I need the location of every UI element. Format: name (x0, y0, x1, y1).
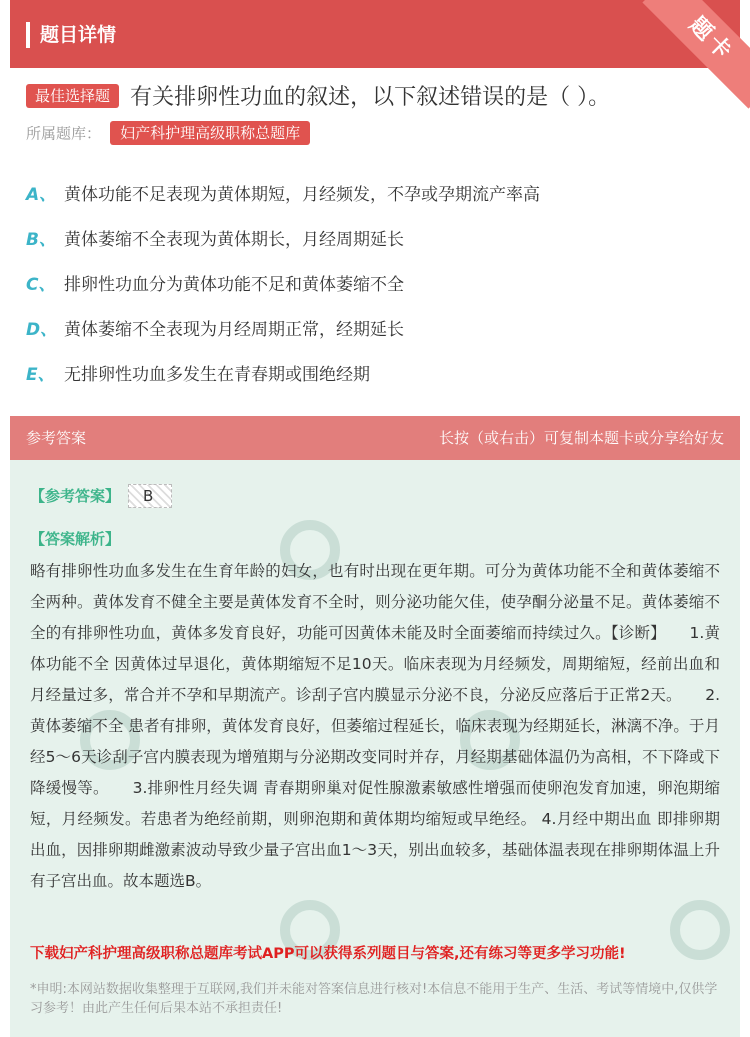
option-text: 黄体功能不足表现为黄体期短，月经频发，不孕或孕期流产率高 (64, 185, 540, 205)
app-download-promo-link[interactable]: 下载妇产科护理高级职称总题库考试APP可以获得系列题目与答案,还有练习等更多学习功能! (30, 946, 626, 962)
option-d[interactable] (26, 305, 736, 350)
source-label: 所属题库： (26, 124, 102, 143)
answer-section-title: 参考答案 (26, 429, 87, 447)
option-letter: E、 (26, 365, 55, 385)
option-b[interactable] (26, 215, 736, 260)
option-c[interactable] (26, 260, 736, 305)
disclaimer-text: *申明:本网站数据收集整理于互联网,我们并未能对答案信息进行核对!本信息不能用于生产、生活、考试等情境中,仅供学习参考！由此产生任何后果本站不承担责任! (30, 982, 718, 1016)
options-list (26, 170, 736, 395)
analysis-text: 略有排卵性功血多发生在生育年龄的妇女，也有时出现在更年期。可分为黄体功能不全和黄体萎缩不全两种。黄体发育不健全主要是黄体发育不全时，则分泌功能欠佳，使孕酮分泌量不足。黄体萎缩不全的有排卵性功血，黄体多发育良好，功能可因黄体未能及时全面萎缩而持续过久。【诊断】 1.黄体功能不全 因黄体过早退化，黄体期缩短不足10天。临床表现为月经频发，周期缩短，经前出血和月经量过多，常合并不孕和早期流产。诊刮子宫内膜显示分泌不良，分泌反应落后于正常2天。 2.黄体萎缩不全 患者有排卵，黄体发育良好，但萎缩过程延长，临床表现为经期延长，淋漓不净。于月经5～6天诊刮子宫内膜表现为增殖期与分泌期改变同时并存，月经期基础体温仍为高相，不下降或下降缓慢等。 3.排卵性月经失调 青春期卵巢对促性腺激素敏感性增强而使卵泡发育加速，卵泡期缩短，月经频发。若患者为绝经前期，则卵泡期和黄体期均缩短或早绝经。 4.月经中期出血 即排卵期出血，因排卵期雌激素波动导致少量子宫出血1～3天，别出血较多，基础体温表现在排卵期体温上升有子宫出血。故本题选B。 (30, 562, 720, 890)
option-text: 黄体萎缩不全表现为月经周期正常，经期延长 (64, 320, 404, 340)
question-stem (26, 80, 736, 111)
option-a[interactable] (26, 170, 736, 215)
option-letter: A、 (26, 185, 57, 205)
option-text: 黄体萎缩不全表现为黄体期长，月经周期延长 (64, 230, 404, 250)
question-type-badge: 最佳选择题 (26, 84, 119, 108)
reference-answer-label: 【参考答案】 (30, 487, 121, 505)
answer-header (10, 416, 740, 460)
option-letter: D、 (26, 320, 58, 340)
share-tip: 长按（或右击）可复制本题卡或分享给好友 (438, 429, 724, 447)
option-text: 排卵性功血分为黄体功能不足和黄体萎缩不全 (64, 275, 404, 295)
ribbon-label: 题卡 (642, 0, 750, 109)
option-e[interactable] (26, 350, 736, 395)
page-header (10, 0, 740, 68)
reference-answer-value: B (128, 484, 172, 508)
reference-answer (30, 484, 172, 508)
option-letter: C、 (26, 275, 56, 295)
question-source (26, 121, 310, 145)
header-accent-bar (26, 22, 30, 48)
source-tag-link[interactable]: 妇产科护理高级职称总题库 (110, 121, 310, 145)
analysis-label: 【答案解析】 (30, 530, 121, 548)
option-letter: B、 (26, 230, 56, 250)
page-title: 题目详情 (40, 24, 117, 46)
option-text: 无排卵性功血多发生在青春期或围绝经期 (64, 365, 370, 385)
question-text: 有关排卵性功血的叙述，以下叙述错误的是（ ）。 (130, 85, 611, 110)
answer-body (10, 460, 740, 1037)
